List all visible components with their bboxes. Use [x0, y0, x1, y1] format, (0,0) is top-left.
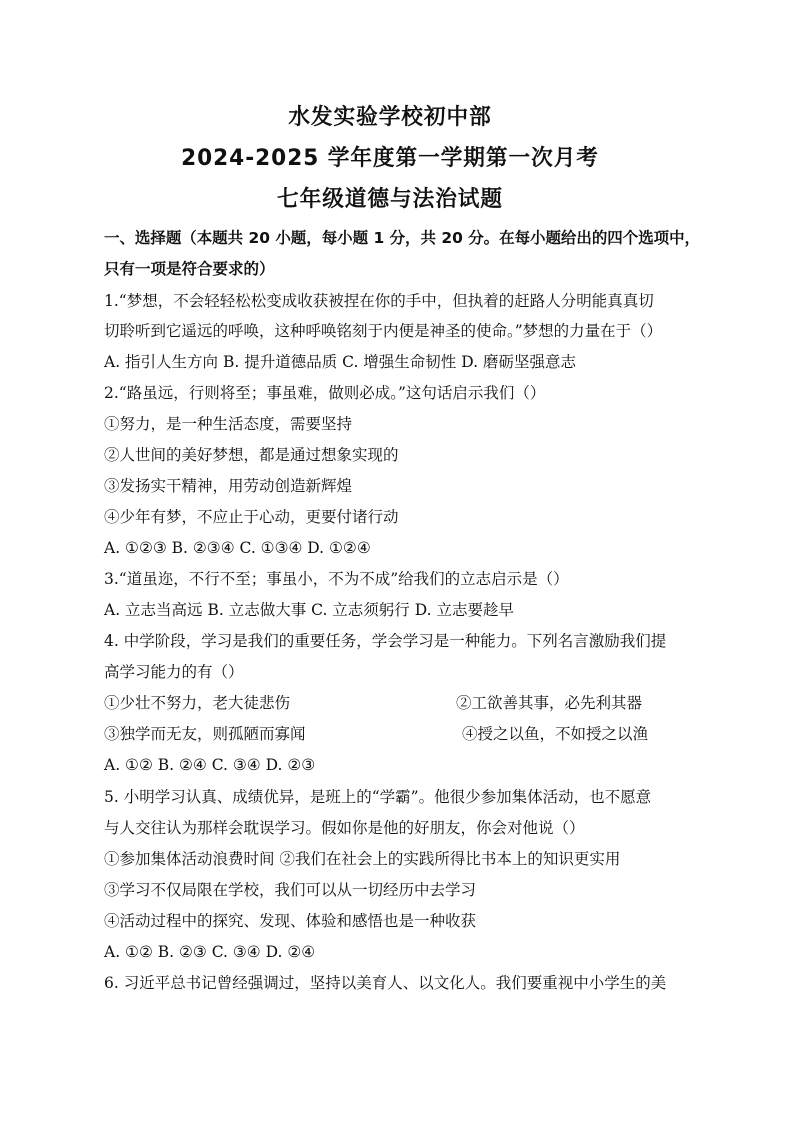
school-title: 水发实验学校初中部 [288, 105, 492, 130]
q1-stem-line2: 切聆听到它遥远的呼唤，这种呼唤铭刻于内便是神圣的使命。”梦想的力量在于（） [104, 322, 663, 340]
q4-stem-line1: 4. 中学阶段，学习是我们的重要任务，学会学习是一种能力。下列名言激励我们提 [104, 632, 667, 650]
q4-item-2: ②工欲善其事，必先利其器 [456, 694, 643, 712]
q5-item-4: ④活动过程中的探究、发现、体验和感悟也是一种收获 [104, 912, 477, 930]
q6-stem-line1: 6. 习近平总书记曾经强调过，坚持以美育人、以文化人。我们要重视中小学生的美 [104, 974, 667, 992]
q2-item-3: ③发扬实干精神，用劳动创造新辉煌 [104, 477, 353, 495]
q4-stem-line2: 高学习能力的有（） [104, 663, 244, 681]
subject-title: 七年级道德与法治试题 [277, 187, 503, 212]
term-title: 2024-2025 学年度第一学期第一次月考 [181, 146, 599, 171]
q4-item-3: ③独学而无友，则孤陋而寡闻 [104, 725, 306, 743]
q2-item-2: ②人世间的美好梦想，都是通过想象实现的 [104, 446, 399, 464]
q4-item-1: ①少壮不努力，老大徒悲伤 [104, 694, 291, 712]
q1-options: A. 指引人生方向 B. 提升道德品质 C. 增强生命韧性 D. 磨砺坚强意志 [104, 353, 576, 371]
section-heading-line2: 只有一项是符合要求的） [104, 260, 275, 278]
section-heading-line1: 一、选择题（本题共 20 小题，每小题 1 分，共 20 分。在每小题给出的四个选项中， [104, 229, 701, 247]
q5-options: A. ①② B. ②③ C. ③④ D. ②④ [104, 943, 316, 961]
q2-options: A. ①②③ B. ②③④ C. ①③④ D. ①②④ [104, 539, 371, 557]
q2-item-1: ①努力，是一种生活态度，需要坚持 [104, 415, 353, 433]
q5-item-3: ③学习不仅局限在学校，我们可以从一切经历中去学习 [104, 881, 477, 899]
q1-stem-line1: 1.“梦想，不会轻轻松松变成收获被捏在你的手中，但执着的赶路人分明能真真切 [104, 292, 654, 310]
q4-item-4: ④授之以鱼，不如授之以渔 [462, 725, 649, 743]
q4-items-row2 [104, 723, 649, 745]
q2-item-4: ④少年有梦，不应止于心动，更要付诸行动 [104, 508, 399, 526]
q4-options: A. ①② B. ②④ C. ③④ D. ②③ [104, 756, 316, 774]
q3-stem: 3.“道虽迩，不行不至；事虽小，不为不成”给我们的立志启示是（） [104, 570, 569, 588]
q4-items-row1 [104, 692, 643, 714]
q3-options: A. 立志当高远 B. 立志做大事 C. 立志须躬行 D. 立志要趁早 [104, 601, 514, 619]
q2-stem: 2.“路虽远，行则将至；事虽难，做则必成。”这句话启示我们（） [104, 384, 546, 402]
q5-stem-line1: 5. 小明学习认真、成绩优异，是班上的“学霸”。他很少参加集体活动，也不愿意 [104, 788, 652, 806]
q5-item-1-2: ①参加集体活动浪费时间 ②我们在社会上的实践所得比书本上的知识更实用 [104, 850, 621, 868]
q5-stem-line2: 与人交往认为那样会耽误学习。假如你是他的好朋友，你会对他说（） [104, 819, 585, 837]
